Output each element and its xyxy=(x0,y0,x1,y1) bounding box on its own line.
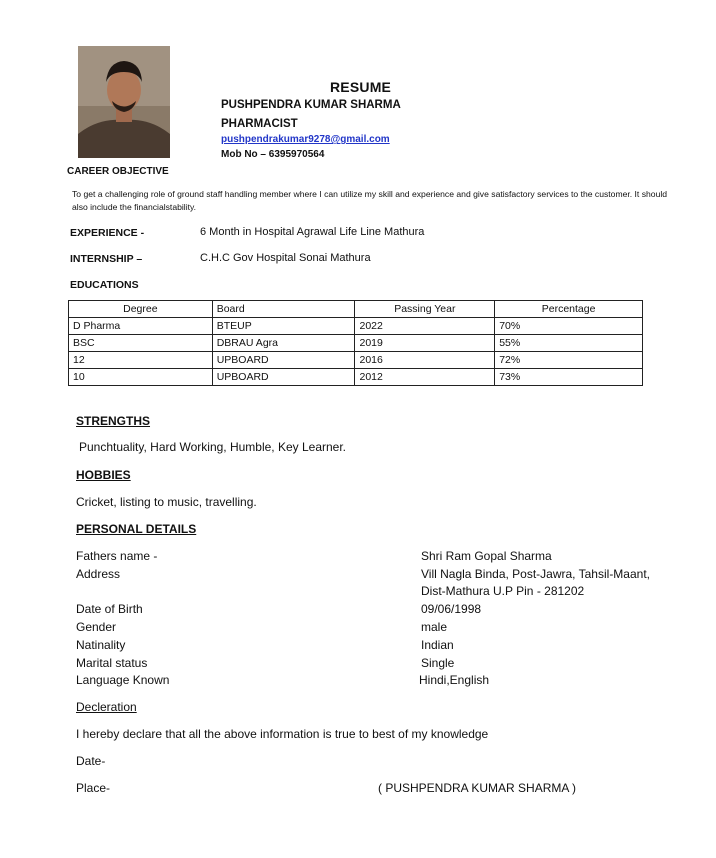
col-degree: Degree xyxy=(69,301,213,318)
career-objective-heading: CAREER OBJECTIVE xyxy=(67,166,169,177)
date-label: Date- xyxy=(76,754,106,768)
marital-status-label: Marital status xyxy=(76,656,148,670)
signature-name: ( PUSHPENDRA KUMAR SHARMA ) xyxy=(378,781,577,795)
profession: PHARMACIST xyxy=(221,118,298,130)
cell-degree: D Pharma xyxy=(69,318,213,335)
cell-percentage: 70% xyxy=(495,318,643,335)
personal-details-heading: PERSONAL DETAILS xyxy=(76,522,197,536)
cell-year: 2022 xyxy=(355,318,495,335)
strengths-heading: STRENGTHS xyxy=(76,414,151,428)
gender-label: Gender xyxy=(76,620,117,634)
fathers-name-label: Fathers name - xyxy=(76,549,158,563)
hobbies-heading: HOBBIES xyxy=(76,468,131,482)
cell-board: UPBOARD xyxy=(212,352,355,369)
table-row xyxy=(69,369,643,386)
profile-photo xyxy=(78,46,170,158)
col-board: Board xyxy=(212,301,355,318)
cell-percentage: 72% xyxy=(495,352,643,369)
declaration-text: I hereby declare that all the above information is true to best of my knowledge xyxy=(76,727,489,741)
nationality-value: Indian xyxy=(421,638,454,652)
hobbies-text: Cricket, listing to music, travelling. xyxy=(76,495,257,509)
cell-year: 2016 xyxy=(355,352,495,369)
language-label: Language Known xyxy=(76,673,170,687)
place-label: Place- xyxy=(76,781,111,795)
gender-value: male xyxy=(421,620,448,634)
cell-year: 2012 xyxy=(355,369,495,386)
portrait-image xyxy=(78,46,170,158)
cell-degree: BSC xyxy=(69,335,213,352)
internship-label: INTERNSHIP – xyxy=(70,253,143,265)
experience-value: 6 Month in Hospital Agrawal Life Line Mathura xyxy=(200,226,425,238)
cell-board: BTEUP xyxy=(212,318,355,335)
candidate-name: PUSHPENDRA KUMAR SHARMA xyxy=(221,99,401,111)
email-link[interactable]: pushpendrakumar9278@gmail.com xyxy=(221,134,390,145)
col-passing-year: Passing Year xyxy=(355,301,495,318)
table-row xyxy=(69,318,643,335)
cell-board: DBRAU Agra xyxy=(212,335,355,352)
cell-percentage: 73% xyxy=(495,369,643,386)
resume-title: RESUME xyxy=(330,79,392,95)
experience-label: EXPERIENCE - xyxy=(70,227,145,239)
declaration-heading: Decleration xyxy=(76,700,137,714)
address-line-2: Dist-Mathura U.P Pin - 281202 xyxy=(421,584,585,598)
dob-value: 09/06/1998 xyxy=(421,602,482,616)
marital-status-value: Single xyxy=(421,656,455,670)
career-objective-text: To get a challenging role of ground staff handling member where I can utilize my skill and experience and give satisfactory services to the customer. It should also include the financialstability. xyxy=(72,189,668,212)
table-header-row xyxy=(69,301,643,318)
cell-board: UPBOARD xyxy=(212,369,355,386)
fathers-name-value: Shri Ram Gopal Sharma xyxy=(421,549,552,563)
col-percentage: Percentage xyxy=(495,301,643,318)
cell-year: 2019 xyxy=(355,335,495,352)
language-value: Hindi,English xyxy=(419,673,490,687)
cell-degree: 10 xyxy=(69,369,213,386)
internship-value: C.H.C Gov Hospital Sonai Mathura xyxy=(200,252,371,264)
cell-percentage: 55% xyxy=(495,335,643,352)
educations-heading: EDUCATIONS xyxy=(70,279,139,291)
education-table xyxy=(68,300,643,386)
mobile-number: Mob No – 6395970564 xyxy=(221,149,325,160)
table-row xyxy=(69,352,643,369)
nationality-label: Natinality xyxy=(76,638,126,652)
table-row xyxy=(69,335,643,352)
cell-degree: 12 xyxy=(69,352,213,369)
strengths-text: Punchtuality, Hard Working, Humble, Key Learner. xyxy=(79,440,347,454)
dob-label: Date of Birth xyxy=(76,602,143,616)
address-line-1: Vill Nagla Binda, Post-Jawra, Tahsil-Maant, xyxy=(421,567,650,581)
address-label: Address xyxy=(76,567,121,581)
